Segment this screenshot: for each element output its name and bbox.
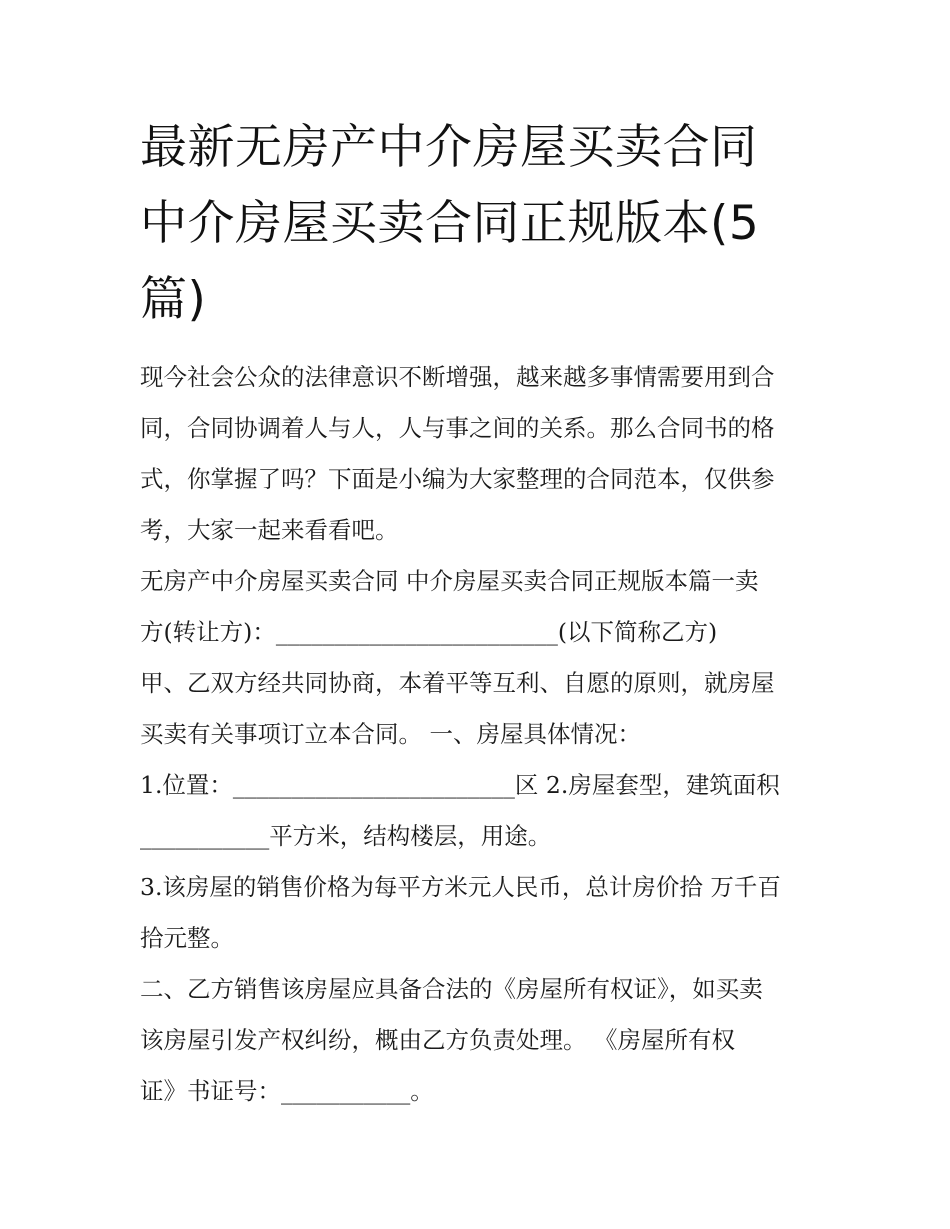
- text-line: 同，合同协调着人与人，人与事之间的关系。那么合同书的格: [140, 414, 775, 442]
- title-line: 篇): [140, 272, 207, 327]
- text-line: 1.位置：________________________区 2.房屋套型，建筑面积: [140, 771, 780, 799]
- text-line: ___________平方米，结构楼层，用途。: [140, 822, 552, 850]
- title-line: 最新无房产中介房屋买卖合同: [140, 120, 758, 175]
- location-paragraph: [140, 760, 820, 862]
- ownership-paragraph: [140, 964, 820, 1117]
- text-line: 3.该房屋的销售价格为每平方米元人民币，总计房价拾 万千百: [140, 873, 781, 901]
- price-paragraph: [140, 862, 820, 964]
- text-line: 拾元整。: [140, 924, 234, 952]
- text-line: 现今社会公众的法律意识不断增强，越来越多事情需要用到合: [140, 363, 775, 391]
- text-line: 买卖有关事项订立本合同。 一、房屋具体情况：: [140, 720, 641, 748]
- intro-paragraph: [140, 352, 820, 556]
- document-title: [140, 110, 820, 338]
- text-line: 二、乙方销售该房屋应具备合法的《房屋所有权证》，如买卖: [140, 975, 763, 1003]
- text-line: 证》书证号：___________。: [140, 1077, 434, 1105]
- text-line: 考，大家一起来看看吧。: [140, 516, 399, 544]
- agreement-paragraph: [140, 658, 820, 760]
- text-line: 该房屋引发产权纠纷，概由乙方负责处理。 《房屋所有权: [140, 1026, 735, 1054]
- text-line: 方(转让方)：________________________(以下简称乙方): [140, 618, 718, 646]
- seller-paragraph: [140, 556, 820, 658]
- title-line: 中介房屋买卖合同正规版本(5: [140, 196, 760, 251]
- document-page: [140, 110, 820, 1117]
- text-line: 无房产中介房屋买卖合同 中介房屋买卖合同正规版本篇一卖: [140, 567, 759, 595]
- text-line: 式，你掌握了吗？下面是小编为大家整理的合同范本，仅供参: [140, 465, 775, 493]
- text-line: 甲、乙双方经共同协商，本着平等互利、自愿的原则，就房屋: [140, 669, 775, 697]
